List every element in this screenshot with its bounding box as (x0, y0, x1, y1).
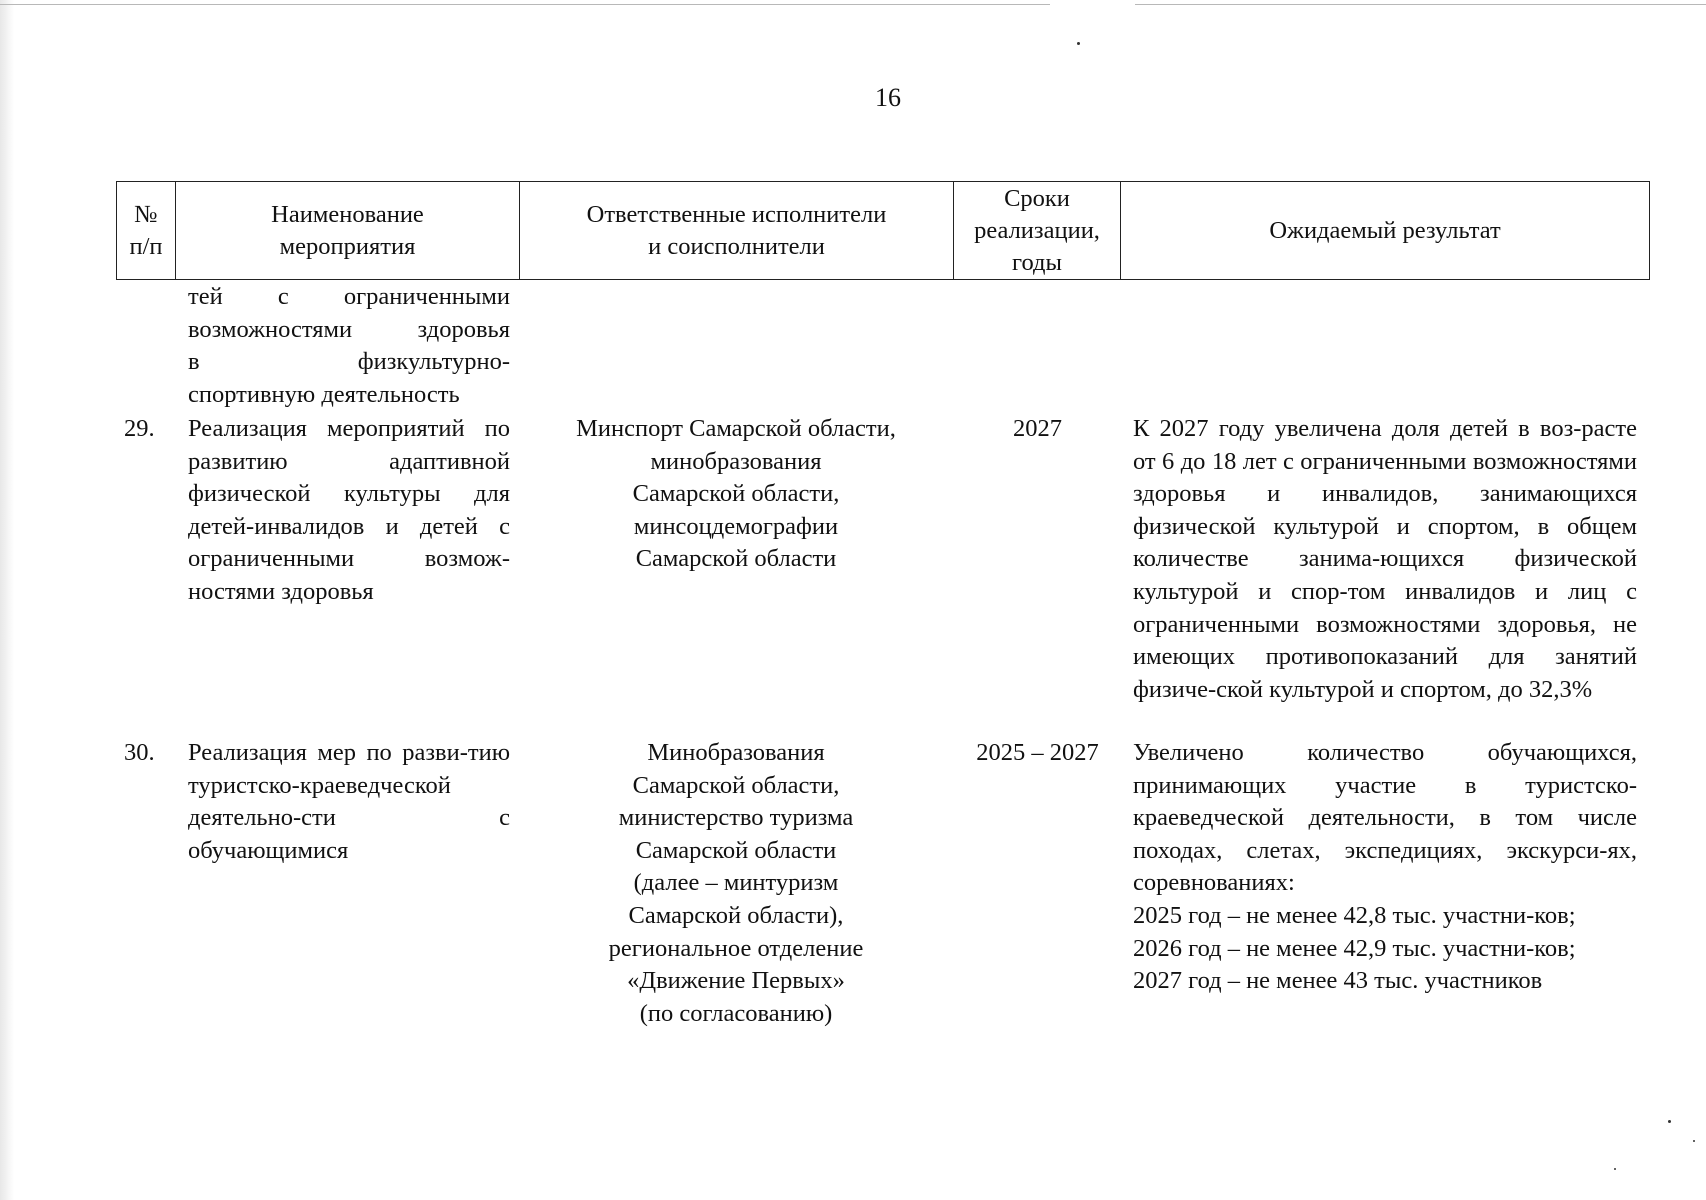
result-intro: Увеличено количество обучающихся, принимающих участие в туристско-краеведческой деятельности, в том числе походах, слетах, экспедициях, экскурси-ях, соревнованиях: (1133, 739, 1637, 897)
table-header (116, 181, 1650, 280)
row-period: 2027 (1013, 415, 1062, 442)
row-name: Реализация мероприятий по развитию адаптивной физической культуры для детей-инвалидов и детей с ограниченными возмож-ностями здоровья (188, 415, 510, 605)
header-name: Наименование мероприятия (176, 182, 520, 279)
continuation-name (188, 281, 510, 411)
row-number: 29. (124, 415, 155, 442)
continuation-line: в физкультурно- (188, 348, 510, 376)
row-period: 2025 – 2027 (976, 739, 1099, 766)
result-item: 2025 год – не менее 42,8 тыс. участни-ков; (1133, 901, 1576, 929)
row-result: К 2027 году увеличена доля детей в воз-расте от 6 до 18 лет с ограниченными возможностями здоровья и инвалидов, занимающихся физической культурой и спортом, в общем количестве занима-ющихся физической культурой и спор-том инвалидов и лиц с ограниченными возможностями здоровья, не имеющих противопоказаний для занятий физиче-ской культурой и спортом, до 32,3% (1133, 415, 1637, 703)
scan-top-line-right (1135, 4, 1706, 5)
scan-speck (1077, 42, 1080, 45)
row-result (1133, 737, 1637, 998)
continuation-line: спортивную деятельность (188, 380, 460, 408)
continuation-line: тей с ограниченными (188, 283, 510, 310)
row-number: 30. (124, 739, 155, 766)
result-item: 2027 год – не менее 43 тыс. участников (1133, 967, 1543, 995)
header-result: Ожидаемый результат (1269, 216, 1501, 244)
scan-left-edge (0, 0, 14, 1200)
scan-speck (1614, 1168, 1616, 1170)
page-number: 16 (875, 83, 901, 112)
result-item: 2026 год – не менее 42,9 тыс. участни-ков; (1133, 934, 1576, 962)
scan-speck (1693, 1140, 1695, 1142)
continuation-line: возможностями здоровья (188, 315, 510, 343)
header-period: Сроки реализации, годы (954, 182, 1121, 279)
row-name: Реализация мер по разви-тию туристско-краеведческой деятельно-сти с обучающимися (188, 739, 510, 864)
row-executors: Минспорт Самарской области, минобразования Самарской области, минсоцдемографии Самарской области (576, 415, 896, 573)
header-num: № п/п (117, 182, 176, 279)
scan-top-line (0, 4, 1050, 5)
scan-speck (1668, 1120, 1671, 1123)
header-executors: Ответственные исполнители и соисполнители (520, 182, 954, 279)
row-executors: Минобразования Самарской области, министерство туризма Самарской области (далее – минтуризм Самарской области), региональное отделение «Движение Первых» (по согласованию) (608, 739, 864, 1027)
